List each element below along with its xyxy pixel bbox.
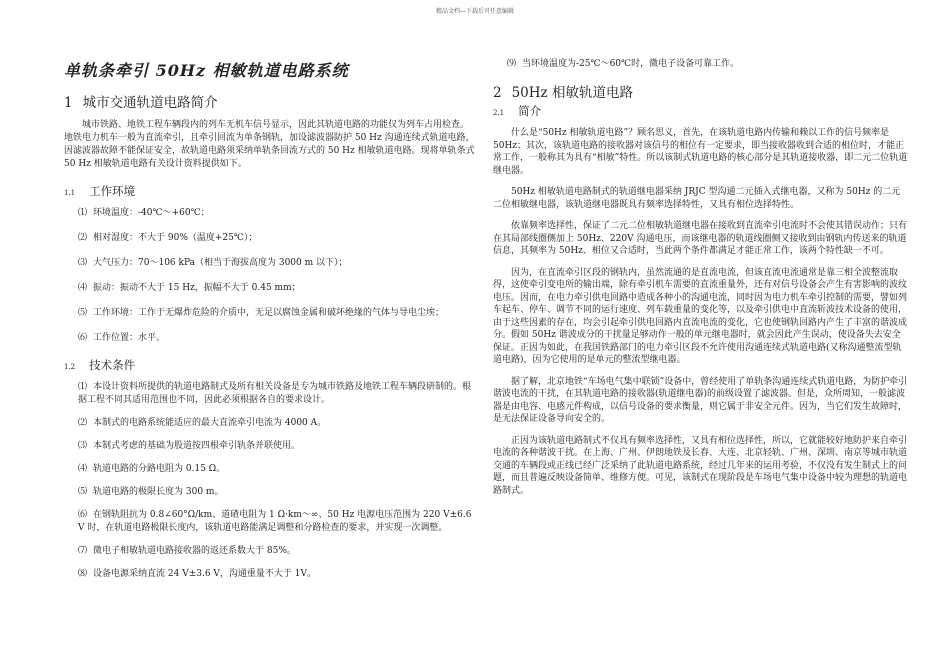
paragraph: 依靠频率选择性，保证了二元二位相敏轨道继电器在接收到直流牵引电流时不会使其错误动作；只有在其局部线圈侧加上 50Hz、220V 沟通电压，而该继电器的轨道线圈侧又接收到由钢轨内传送来的轨道信息，其频率为 50Hz、相位又合适时，当此两个条件都满足才能正常工作，该两个特性缺一不可。 — [493, 221, 908, 256]
list-item — [493, 58, 909, 71]
list-item — [64, 207, 476, 220]
list-item — [64, 440, 476, 453]
list-item-text: 在钢轨阻抗为 0.8∠60°Ω/km、道碴电阻为 1 Ω·km～∞、50 Hz 电源电压范围为 220 V±6.6 V 时，在轨道电路极限长度内，该轨道电路能满足调整和分路检查的要求，并实现一次调整。 — [78, 510, 472, 533]
list-item-mark: ⑸ — [78, 308, 88, 318]
list-item-text: 工作环境：工作于无爆炸危险的介质中，无足以腐蚀金属和破坏绝缘的气体与导电尘埃； — [93, 308, 445, 318]
section-1-heading — [64, 91, 476, 111]
list-item — [64, 486, 476, 499]
subsection-1-2-number: 1.2 — [64, 363, 76, 371]
list-item-text: 轨道电路的分路电阻为 0.15 Ω。 — [93, 464, 226, 474]
paragraph: 因为，在直流牵引区段的钢轨内，虽然流通的是直流电流，但该直流电流通常是靠三相全波整流取得，这使牵引变电所的输出端，除有牵引机车需要的直流重量外，还有对信号设备会产生有害影响的波纹电压。因而，在电力牵引供电回路中造成各种小的沟通电流，同时因为电力机车牵引控制的需要，譬如列车起车、停车、调节不同的运行速度、列车载重量的变化等，以及牵引供电中直流斩波技术设备的使用，由于这些因素的存在，均会引起牵引供电回路内直流电流的变化，它也使钢轨回路内产生了丰富的谐波成分。假如 50Hz 谐波成分的干扰量足够动作一般的单元继电器时，就会因此产生误动，使设备失去安全保证。正因为如此，在我国铁路部门的电力牵引区段不允许使用沟通连续式轨道电路(又称沟通整流型轨道电路)，因为它使用的是单元的整流型继电器。 — [493, 267, 908, 365]
list-item-text: 轨道电路的极限长度为 300 m。 — [93, 487, 224, 497]
list-item-text: 微电子相敏轨道电路接收器的返还系数大于 85%。 — [93, 546, 296, 556]
list-item — [64, 509, 476, 535]
list-item-mark: ⑵ — [78, 233, 88, 243]
list-item-text: 本设计资料所提供的轨道电路制式及所有相关设备是专为城市铁路及地铁工程车辆段研制的。根据工程不同其适用范围也不同，因此必须根据各自的要求设计。 — [78, 382, 472, 405]
list-item-mark: ⑴ — [78, 382, 88, 392]
list-item-text: 环境温度：-40℃～+60℃； — [93, 208, 210, 218]
list-item-mark: ⑶ — [78, 441, 88, 451]
list-item-mark: ⑷ — [78, 464, 88, 474]
list-item — [64, 332, 476, 345]
paragraph: 正因为该轨道电路制式不仅具有频率选择性，又具有相位选择性，所以，它就能较好地防护来自牵引电流的各种谐波干扰。在上海、广州、伊朗地铁及长春、大连、北京轻轨、广州、深圳、南京等城市轨道交通的车辆段或正线已经广泛采纳了此轨道电路系统，经过几年来的运用考验，不仅没有发生制式上的问题，而且普遍反映设备简单、维修方便。可见，该制式在现阶段是车场电气集中设备中较为理想的轨道电路制式。 — [493, 435, 908, 496]
list-item — [64, 232, 476, 245]
list-item — [64, 417, 476, 430]
subsection-1-1-title: 工作环境 — [89, 184, 136, 198]
list-item-text: 振动：振动不大于 15 Hz，振幅不大于 0.45 mm； — [93, 283, 301, 293]
subsection-2-1-number: 2.1 — [493, 109, 505, 117]
section-2-number: 2 — [493, 85, 502, 101]
list-item-text: 工作位置：水平。 — [93, 333, 166, 343]
list-item-mark: ⑼ — [507, 59, 517, 69]
list-item-mark: ⑵ — [78, 418, 88, 428]
list-item — [64, 463, 476, 476]
subsection-2-1-heading — [493, 103, 909, 119]
list-item — [64, 257, 476, 270]
list-item-mark: ⑹ — [78, 510, 88, 520]
list-item — [64, 545, 476, 558]
list-item-mark: ⑺ — [78, 546, 88, 556]
left-column — [64, 56, 476, 591]
document-title: 单轨条牵引 50Hz 相敏轨道电路系统 — [64, 61, 349, 80]
list-item-text: 本制式的电路系统能适应的最大直流牵引电流为 4000 A。 — [93, 418, 327, 428]
list-item-mark: ⑸ — [78, 487, 88, 497]
subsection-1-1-number: 1.1 — [64, 189, 76, 197]
section-2-heading — [493, 81, 909, 101]
list-item — [64, 307, 476, 320]
paragraph: 50Hz 相敏轨道电路制式的轨道继电器采纳 JRJC 型沟通二元插入式继电器，又称为 50Hz 的二元二位相敏继电器，该轨道继电器既具有频率选择特性，又具有相位选择特性。 — [493, 187, 901, 210]
technical-conditions-list — [64, 381, 476, 581]
list-item — [64, 568, 476, 581]
list-item-text: 相对湿度：不大于 90%（温度+25℃）； — [93, 233, 258, 243]
list-item-mark: ⑷ — [78, 283, 88, 293]
list-item — [64, 381, 476, 407]
section-2-title: 50Hz 相敏轨道电路 — [511, 85, 633, 101]
section-1-number: 1 — [64, 95, 73, 111]
section-1-title: 城市交通轨道电路简介 — [82, 95, 218, 111]
subsection-1-2-heading — [64, 357, 476, 373]
section-1-intro: 城市铁路、地铁工程车辆段内的列车无机车信号显示，因此其轨道电路的功能仅为列车占用检查。地铁电力机车一般为直流牵引，且牵引回流为单条钢轨，加设滤波器防护 50 Hz 沟通连续式轨道电路，因滤波器故障不能保证安全，故轨道电路须采纳单轨条回流方式的 50 Hz 相敏轨道电路。现将单轨条式 50 Hz 相敏轨道电路有关设计资料提供如下。 — [64, 120, 475, 169]
subsection-1-1-heading — [64, 183, 476, 199]
list-item — [64, 282, 476, 295]
paragraph: 什么是“50Hz 相敏轨道电路”？顾名思义，首先，在该轨道电路内传输和赖以工作的信号频率是 50Hz；其次，该轨道电路的接收器对该信号的相位有一定要求，即当接收器收到合适的相位时，才能正常工作，一般称其为具有“相敏”特性。所以该制式轨道电路的核心部分是其轨道接收器，即二元二位轨道继电器。 — [493, 128, 908, 176]
list-item-mark: ⑴ — [78, 208, 88, 218]
environment-list — [64, 207, 476, 345]
list-item-text: 当环境温度为-25℃～60℃时，微电子设备可靠工作。 — [522, 59, 740, 69]
subsection-1-2-title: 技术条件 — [89, 358, 136, 372]
right-column — [493, 58, 909, 506]
list-item-text: 设备电源采纳直流 24 V±3.6 V，沟通重量不大于 1V。 — [93, 569, 316, 579]
paragraph: 据了解，北京地铁“车场电气集中联锁”设备中，曾经使用了单轨条沟通连续式轨道电路，为防护牵引谐波电流的干扰，在其轨道电路的接收器(轨道继电器)的前级设置了滤波器。但是，众所周知，一般滤波器是由电容、电感元件构成，以信号设备的要求衡量，则它属于非安全元件。因为，当它们发生故障时，是无法保证设备导向安全的。 — [493, 376, 908, 424]
subsection-2-1-title: 简介 — [518, 104, 542, 118]
list-item-mark: ⑻ — [78, 569, 88, 579]
list-item-text: 本制式考虑的基础为股道按四根牵引轨条并联使用。 — [93, 441, 301, 451]
page-header: 精品文档---下载后可任意编辑 — [435, 8, 515, 15]
list-item-text: 大气压力：70～106 kPa（相当于海拔高度为 3000 m 以下）； — [93, 258, 348, 268]
list-item-mark: ⑶ — [78, 258, 88, 268]
section-2-body — [493, 127, 909, 497]
list-item-mark: ⑹ — [78, 333, 88, 343]
